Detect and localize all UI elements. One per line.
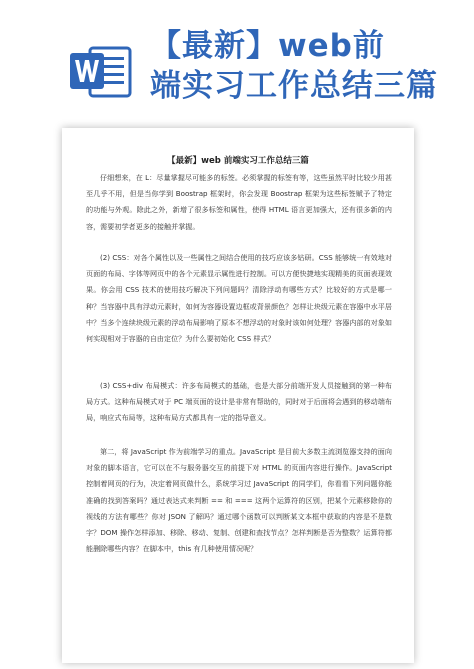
banner-title bbox=[150, 26, 470, 106]
paragraph-javascript: 第二，将 JavaScript 作为前端学习的重点。JavaScript 是目前大多数主流浏览器支持的面向对象的脚本语言，它可以在不与服务器交互的前提下对 HTML 的页面内容进行操作。JavaScript 控制着网页的行为，决定着网页做什么，系统学习过 JavaScript 的同学们，你看看下列问题你能准确的找到答案吗？通过表达式来判断 == 和 === 这两个运算符的区别，把某个元素移除你的视线的方法有哪些？你对 JSON 了解吗？通过哪个函数可以判断某文本框中获取的内容是不是数字？DOM 操作怎样添加、移除、移动、复制、创建和查找节点？怎样判断是否为整数？运算符都能删除哪些内容？在脚本中，this 有几种使用情况呢？ bbox=[86, 447, 392, 554]
banner-title-line2: 端实习工作总结三篇 bbox=[150, 68, 438, 104]
banner-title-line1: 【最新】web前 bbox=[150, 28, 385, 64]
document-page bbox=[62, 128, 414, 663]
paragraph-intro: 仔细想来，在 L：尽量掌握尽可能多的标签。必须掌握的标签有等，这些虽然平时比较少用甚至几乎不用，但是当你学到 Boostrap 框架时，你会发现 Boostrap 框架为这些标签赋予了特定的功能与外观。除此之外，新增了很多标签和属性，使得 HTML 语言更加强大，还有很多新的内容，需要初学者更多的接触并掌握。 bbox=[86, 173, 392, 231]
banner bbox=[0, 0, 474, 128]
paragraph-layout: (3) CSS+div 布局模式：许多布局模式的基础，也是大部分前端开发人员接触到的第一种布局方式。这种布局模式对于 PC 端页面的设计是非常有帮助的，同时对于后面将会遇到的移动端布局，响应式布局等，这种布局方式都具有一定的指导意义。 bbox=[86, 381, 392, 423]
document-title: 【最新】web 前端实习工作总结三篇 bbox=[167, 156, 309, 166]
word-icon bbox=[70, 40, 132, 102]
paragraph-css: (2) CSS：对各个属性以及一些属性之间结合使用的技巧应该多钻研。CSS 能够统一有效地对页面的布局、字体等网页中的各个元素显示属性进行控制。可以方便快捷地实现精美的页面表现效果。你会用 CSS 技术的使用技巧解决下列问题吗？清除浮动有哪些方式？比较好的方式是哪一种？当容器中具有浮动元素时，如何为容器设置边框或背景颜色？怎样让块级元素在容器中水平居中？当多个连续块级元素的浮动布局影响了原本不想浮动的对象时该如何处理？容器内部的对象如何实现相对于容器的自由定位？为什么要初始化 CSS 样式？ bbox=[86, 253, 392, 344]
